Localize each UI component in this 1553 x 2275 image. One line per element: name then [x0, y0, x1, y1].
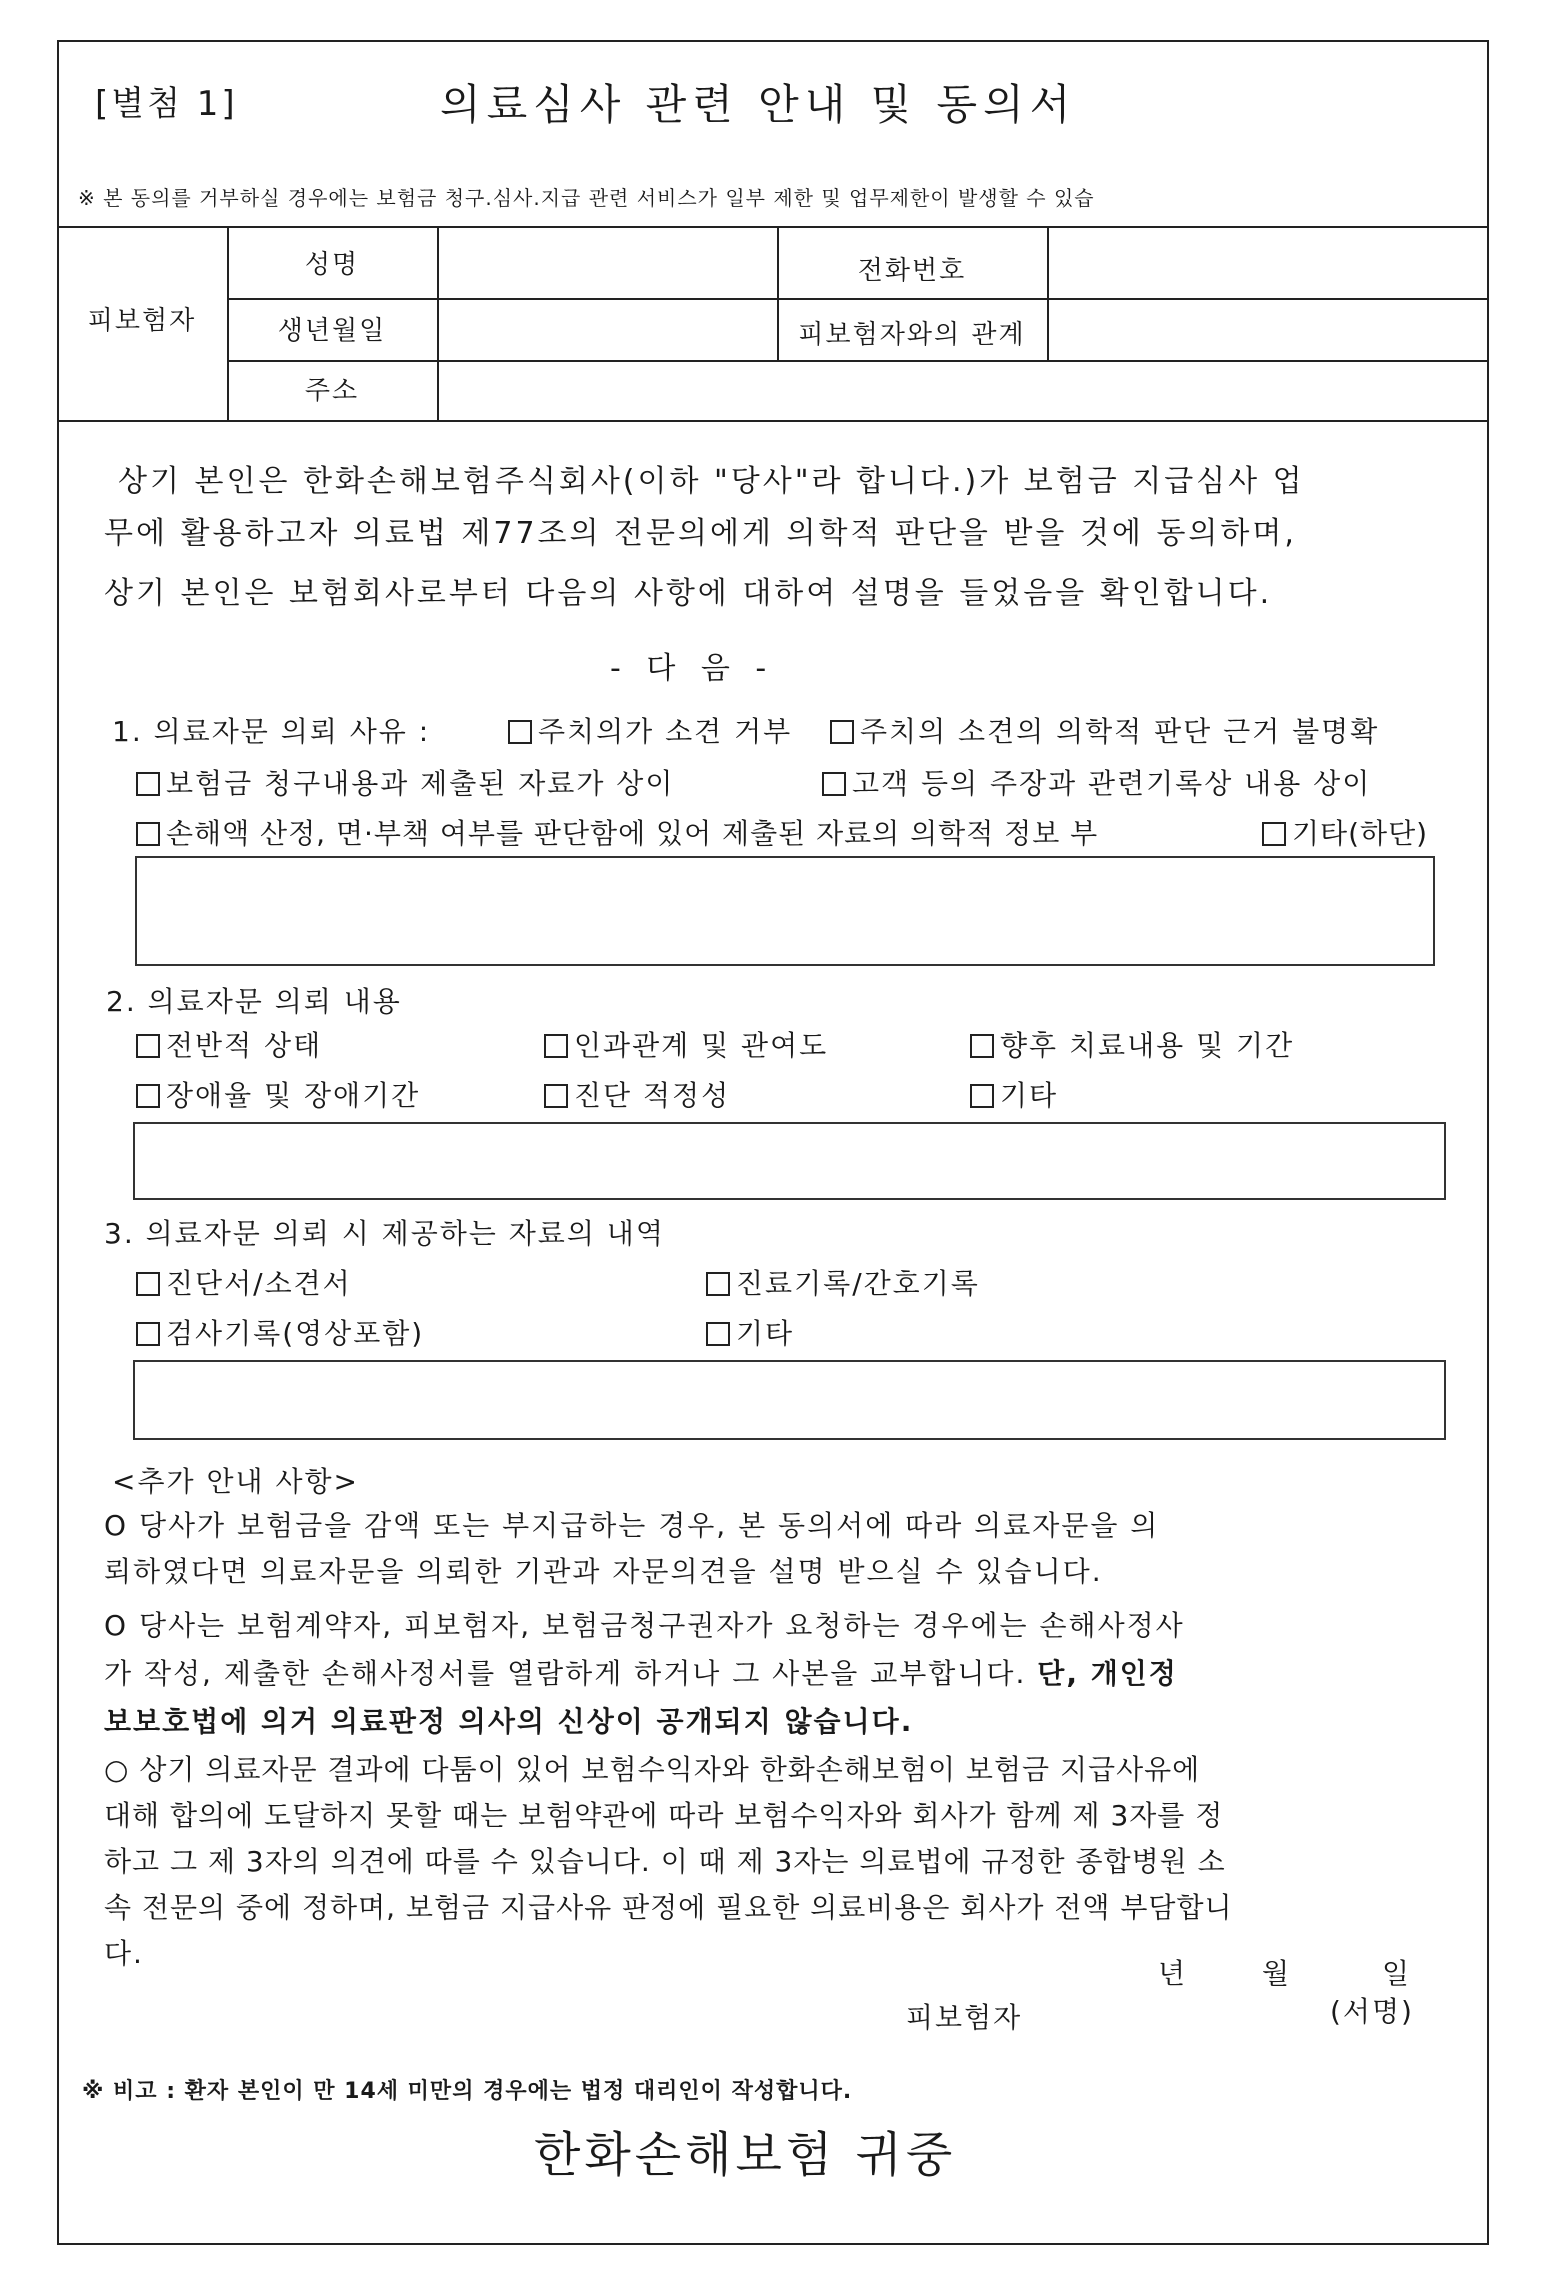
table-col-line-4 — [1047, 226, 1049, 360]
note2-line-2: 가 작성, 제출한 손해사정서를 열람하게 하거나 그 사본을 교부합니다. 단, 개인정 — [104, 1657, 1178, 1690]
s2-other-input[interactable] — [133, 1122, 1446, 1200]
s2-checkbox-1[interactable] — [136, 1034, 160, 1058]
note3-line-2: 대해 합의에 도달하지 못할 때는 보험약관에 따라 보험수익자와 회사가 함께 제 3자를 정 — [104, 1799, 1224, 1832]
s2-checkbox-4[interactable] — [136, 1084, 160, 1108]
note1-line-2: 뢰하였다면 의료자문을 의뢰한 기관과 자문의견을 설명 받으실 수 있습니다. — [104, 1555, 1103, 1588]
s1-checkbox-4[interactable] — [822, 772, 846, 796]
s3-checkbox-3[interactable] — [136, 1322, 160, 1346]
table-bottom-line — [57, 420, 1489, 422]
birth-label: 생년월일 — [277, 316, 387, 346]
s2-checkbox-3[interactable] — [970, 1034, 994, 1058]
insured-group-label: 피보험자 — [87, 306, 197, 336]
signature-field[interactable]: (서명) — [1330, 1995, 1414, 2028]
signer-label: 피보험자 — [906, 2001, 1023, 2034]
table-col-line-2 — [437, 226, 439, 420]
s3-option-1[interactable]: 진단서/소견서 — [136, 1262, 352, 1302]
section2-title: 2. 의료자문 의뢰 내용 — [106, 985, 402, 1018]
s1-other-input[interactable] — [135, 856, 1435, 966]
note2-line-1: O 당사는 보험계약자, 피보험자, 보험금청구권자가 요청하는 경우에는 손해사정사 — [104, 1609, 1185, 1642]
addressee: 한화손해보험 귀중 — [534, 2127, 957, 2183]
s1-option-3[interactable]: 보험금 청구내용과 제출된 자료가 상이 — [136, 762, 674, 802]
following-heading: - 다 음 - — [610, 651, 775, 686]
s2-option-6[interactable]: 기타 — [970, 1074, 1058, 1114]
s1-checkbox-1[interactable] — [508, 720, 532, 744]
note3-line-1: ○ 상기 의료자문 결과에 다툼이 있어 보험수익자와 한화손해보험이 보험금 지급사유에 — [104, 1753, 1201, 1786]
sign-year-label: 년 — [1158, 1957, 1188, 1990]
relation-label: 피보험자와의 관계 — [798, 320, 1026, 350]
section1-title: 1. 의료자문 의뢰 사유 : — [112, 715, 431, 748]
note2-line-3: 보보호법에 의거 의료판정 의사의 신상이 공개되지 않습니다. — [104, 1705, 914, 1738]
s3-option-2[interactable]: 진료기록/간호기록 — [706, 1262, 980, 1302]
s2-option-4[interactable]: 장애율 및 장애기간 — [136, 1074, 420, 1114]
intro-line-1: 상기 본인은 한화손해보험주식회사(이하 "당사"라 합니다.)가 보험금 지급심사 업 — [118, 464, 1305, 499]
table-row-line-1 — [227, 298, 1489, 300]
s1-checkbox-5[interactable] — [136, 822, 160, 846]
s2-checkbox-5[interactable] — [544, 1084, 568, 1108]
section3-title: 3. 의료자문 의뢰 시 제공하는 자료의 내역 — [104, 1217, 665, 1250]
s1-option-6[interactable]: 기타(하단) — [1262, 812, 1428, 852]
s2-checkbox-6[interactable] — [970, 1084, 994, 1108]
intro-line-3: 상기 본인은 보험회사로부터 다음의 사항에 대하여 설명을 들었음을 확인합니다. — [104, 576, 1273, 611]
s3-option-4[interactable]: 기타 — [706, 1312, 794, 1352]
phone-label: 전화번호 — [857, 256, 967, 286]
attachment-label: [별첨 1] — [95, 84, 238, 124]
note1-line-1: O 당사가 보험금을 감액 또는 부지급하는 경우, 본 동의서에 따라 의료자문을 의 — [104, 1509, 1160, 1542]
s1-option-5[interactable]: 손해액 산정, 면·부책 여부를 판단함에 있어 제출된 자료의 의학적 정보 부 — [136, 812, 1098, 852]
s3-option-3[interactable]: 검사기록(영상포함) — [136, 1312, 424, 1352]
s3-other-input[interactable] — [133, 1360, 1446, 1440]
s3-checkbox-1[interactable] — [136, 1272, 160, 1296]
sign-month-label: 월 — [1262, 1957, 1292, 1990]
page-title: 의료심사 관련 안내 및 동의서 — [440, 80, 1077, 129]
note3-line-3: 하고 그 제 3자의 의견에 따를 수 있습니다. 이 때 제 3자는 의료법에 규정한 종합병원 소 — [104, 1845, 1226, 1878]
s2-option-3[interactable]: 향후 치료내용 및 기간 — [970, 1024, 1294, 1064]
s1-checkbox-6[interactable] — [1262, 822, 1286, 846]
intro-line-2: 무에 활용하고자 의료법 제77조의 전문의에게 의학적 판단을 받을 것에 동의하며, — [104, 516, 1297, 551]
s3-checkbox-4[interactable] — [706, 1322, 730, 1346]
s3-checkbox-2[interactable] — [706, 1272, 730, 1296]
consent-refusal-notice: ※ 본 동의를 거부하실 경우에는 보험금 청구.심사.지급 관련 서비스가 일부 제한 및 업무제한이 발생할 수 있습 — [78, 186, 1095, 210]
name-label: 성명 — [304, 250, 360, 280]
s1-checkbox-2[interactable] — [830, 720, 854, 744]
s1-option-1[interactable]: 주치의가 소견 거부 — [508, 710, 792, 750]
s1-option-2[interactable]: 주치의 소견의 의학적 판단 근거 불명확 — [830, 710, 1379, 750]
table-row-line-2 — [227, 360, 1489, 362]
additional-heading: <추가 안내 사항> — [112, 1465, 360, 1498]
s2-checkbox-2[interactable] — [544, 1034, 568, 1058]
table-top-line — [57, 226, 1489, 228]
s1-checkbox-3[interactable] — [136, 772, 160, 796]
remark-note: ※ 비고 : 환자 본인이 만 14세 미만의 경우에는 법정 대리인이 작성합니다. — [82, 2079, 853, 2104]
s2-option-2[interactable]: 인과관계 및 관여도 — [544, 1024, 828, 1064]
note3-line-5: 다. — [104, 1937, 144, 1970]
address-label: 주소 — [304, 376, 360, 406]
s2-option-5[interactable]: 진단 적정성 — [544, 1074, 730, 1114]
note3-line-4: 속 전문의 중에 정하며, 보험금 지급사유 판정에 필요한 의료비용은 회사가 전액 부담합니 — [104, 1891, 1233, 1924]
s2-option-1[interactable]: 전반적 상태 — [136, 1024, 322, 1064]
sign-day-label: 일 — [1382, 1957, 1412, 1990]
s1-option-4[interactable]: 고객 등의 주장과 관련기록상 내용 상이 — [822, 762, 1371, 802]
